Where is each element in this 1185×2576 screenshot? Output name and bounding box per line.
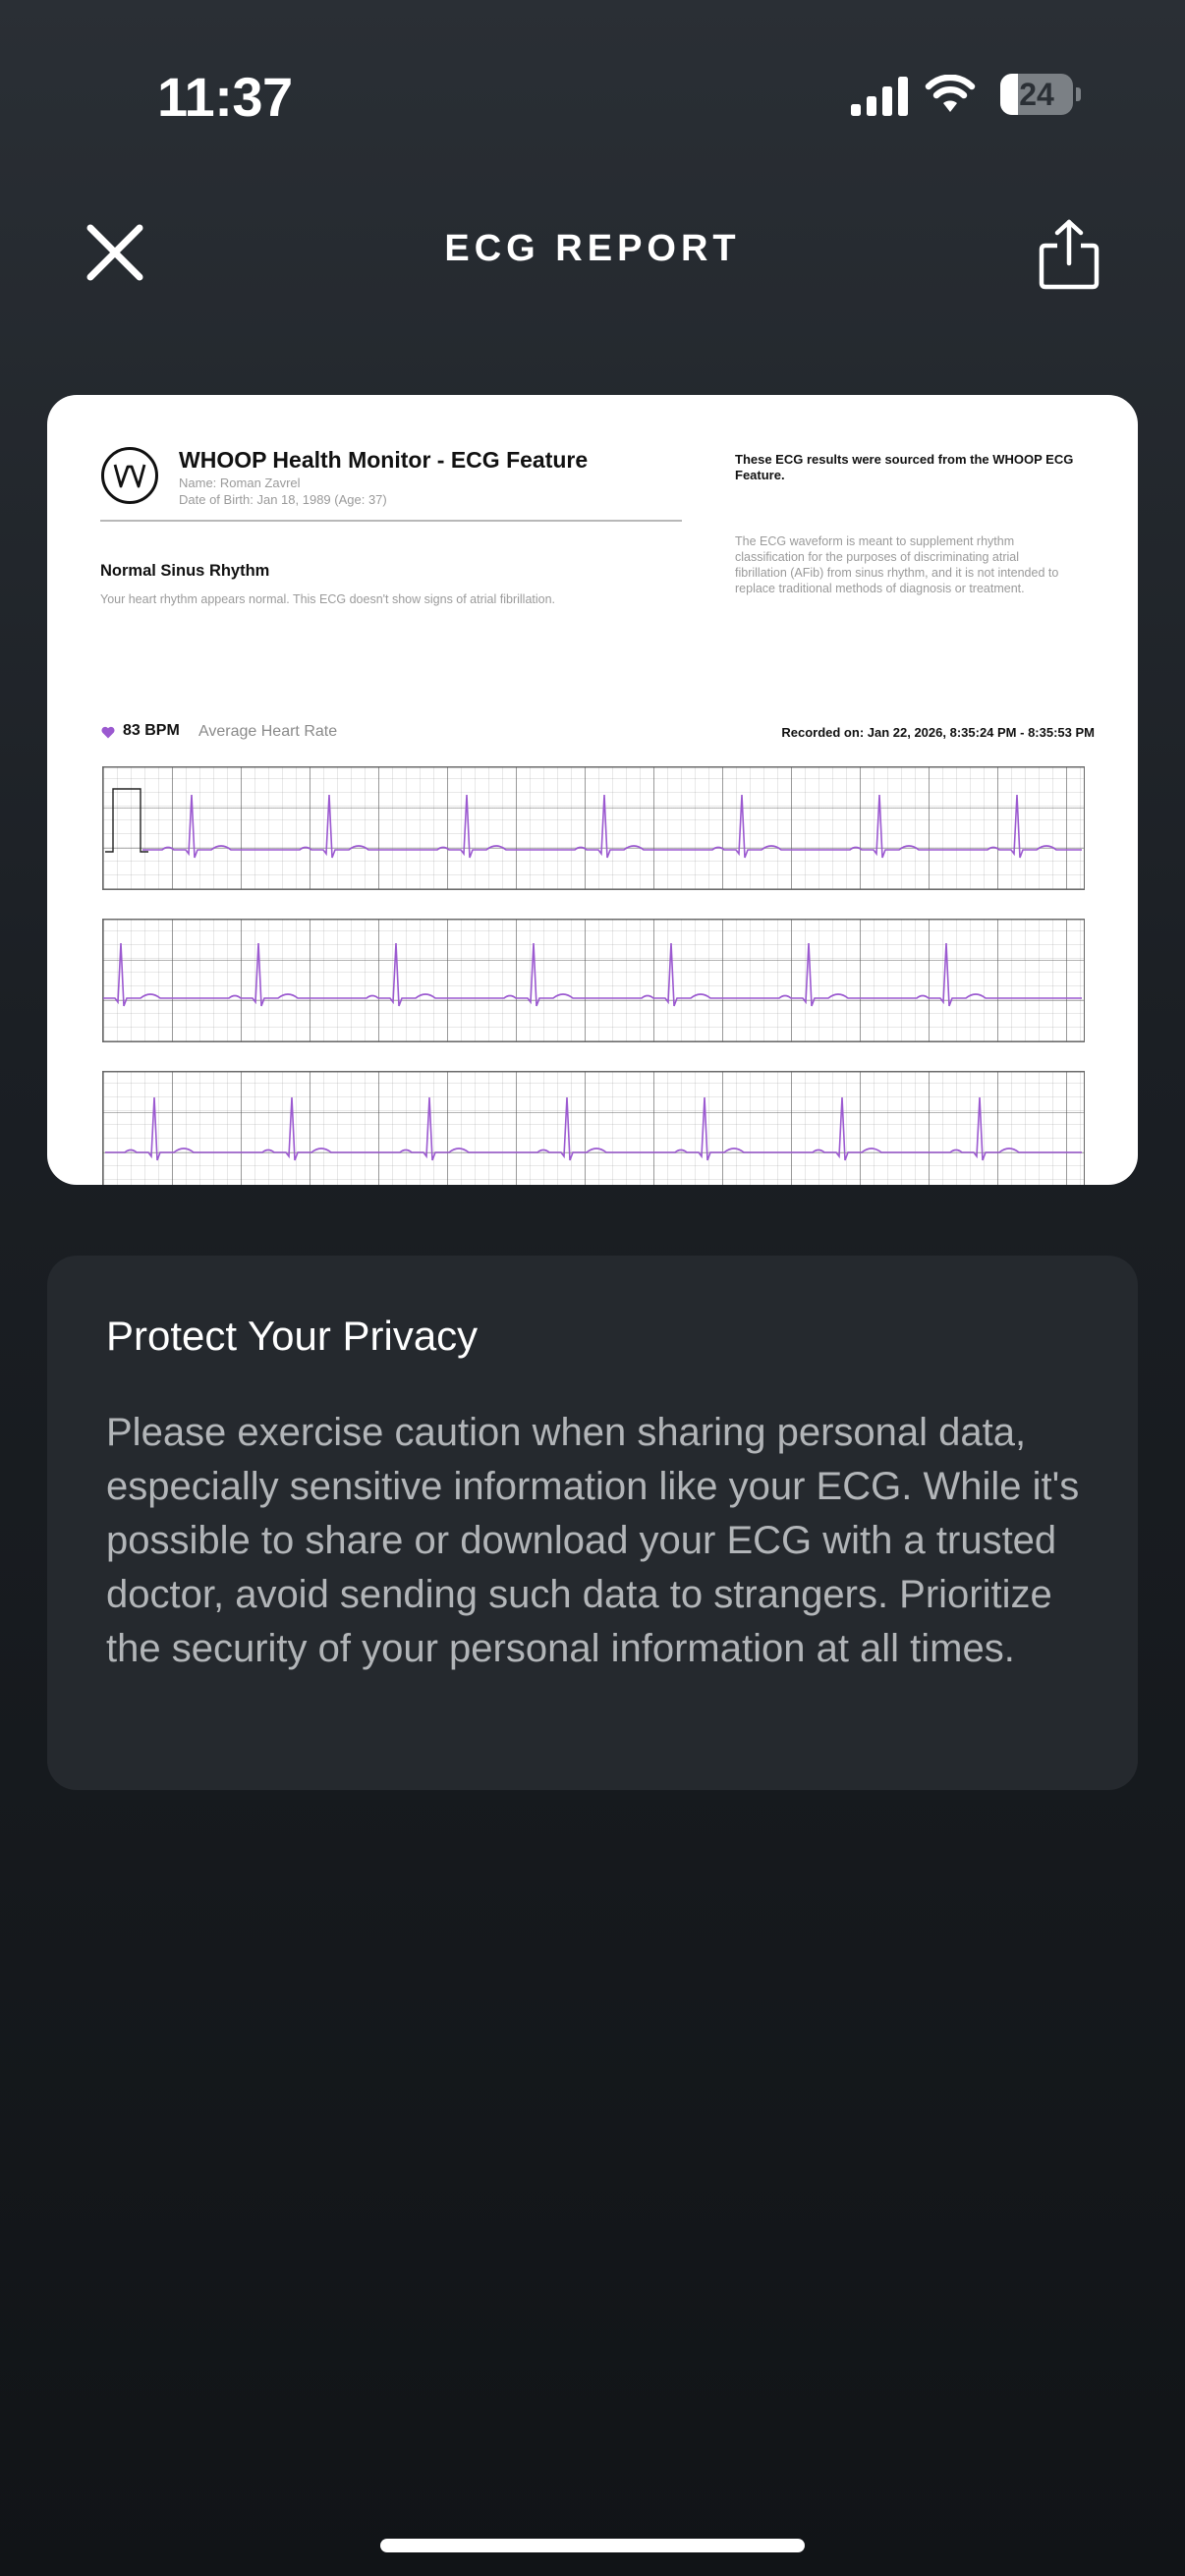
heart-icon [101, 726, 115, 739]
disclaimer-text: The ECG waveform is meant to supplement rhythm classification for the purposes of discriminating atrial fibrillation (AFib) from sinus rhythm, and it is not intended to replace traditional methods of diagnosis or treatment. [735, 534, 1059, 595]
report-title: WHOOP Health Monitor - ECG Feature [179, 447, 589, 473]
ecg-strip [102, 919, 1085, 1042]
average-bpm: 83 BPM [123, 722, 180, 739]
cellular-signal-icon [851, 77, 908, 116]
privacy-notice [47, 1256, 1138, 1790]
recorded-timestamp: Recorded on: Jan 22, 2026, 8:35:24 PM - 8:35:53 PM [781, 725, 1095, 740]
ecg-waveform [103, 920, 1084, 1041]
page-title: ECG REPORT [444, 228, 741, 269]
average-heart-rate-label: Average Heart Rate [198, 723, 338, 740]
share-icon[interactable] [1038, 218, 1100, 291]
privacy-title: Protect Your Privacy [106, 1313, 479, 1359]
wifi-icon [925, 75, 976, 114]
whoop-logo-icon [100, 446, 159, 505]
ecg-waveform [103, 767, 1084, 889]
privacy-body: Please exercise caution when sharing personal data, especially sensitive information like your ECG. While it's possible to share or download your ECG with a trusted doctor, avoid sending such data to strangers. Prioritize the security of your personal information at all times. [106, 1411, 1080, 1670]
ecg-strip [102, 1071, 1085, 1185]
status-bar [0, 0, 1185, 196]
divider [100, 520, 682, 522]
patient-name: Name: Roman Zavrel [179, 476, 301, 490]
close-icon[interactable] [81, 218, 149, 287]
rhythm-classification: Normal Sinus Rhythm [100, 562, 270, 580]
ecg-report-preview[interactable] [47, 395, 1138, 1185]
battery-level: 24 [1019, 77, 1054, 112]
rhythm-description: Your heart rhythm appears normal. This ECG doesn't show signs of atrial fibrillation. [100, 592, 556, 606]
home-indicator[interactable] [380, 2539, 805, 2552]
ecg-strip [102, 766, 1085, 890]
ecg-waveform [103, 1072, 1084, 1185]
patient-dob: Date of Birth: Jan 18, 1989 (Age: 37) [179, 492, 387, 507]
battery-icon [1000, 74, 1079, 115]
battery-cap [1076, 87, 1081, 101]
status-time: 11:37 [157, 66, 293, 128]
source-note: These ECG results were sourced from the WHOOP ECG Feature. [735, 452, 1074, 482]
